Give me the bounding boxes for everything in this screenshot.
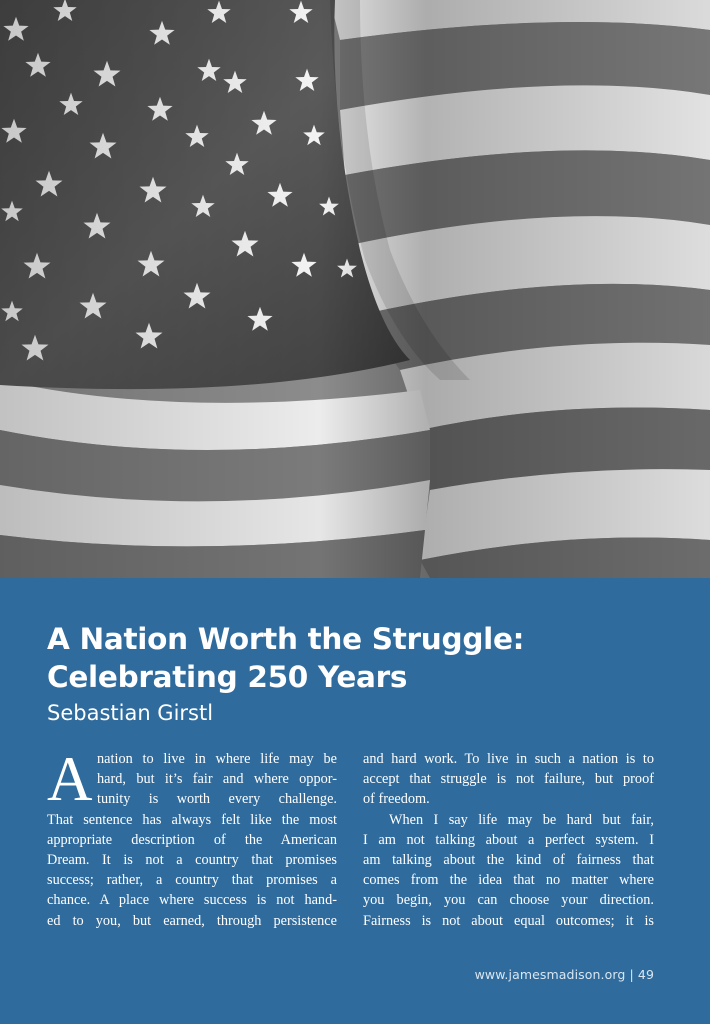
article-panel [0, 578, 710, 1024]
article-title [47, 620, 667, 696]
body-line: I am not talking about a perfect system. I [363, 831, 654, 848]
body-line: Dream. It is not a country that promises [47, 851, 337, 868]
body-line: accept that struggle is not failure, but proof [363, 771, 654, 788]
body-line: success; rather, a country that promises a [47, 872, 337, 889]
body-line: you begin, you can choose your direction. [363, 892, 654, 909]
body-line: Fairness is not about equal outcomes; it is [363, 912, 654, 929]
footer-site-link[interactable]: www.jamesmadison.org [474, 967, 626, 982]
body-line: That sentence has always felt like the most [47, 811, 337, 828]
body-line: tunity is worth every challenge. [97, 791, 337, 808]
footer-separator: | [629, 967, 634, 982]
article-column-1 [47, 744, 337, 931]
body-line: chance. A place where success is not hand- [47, 892, 337, 909]
body-line: nation to live in where life may be [97, 751, 337, 767]
drop-cap: A [47, 744, 93, 814]
body-line: hard, but it’s fair and where oppor- [97, 771, 337, 788]
title-line-2: Celebrating 250 Years [47, 660, 408, 694]
author-name: Sebastian Girstl [47, 701, 214, 725]
article-column-2 [363, 749, 654, 931]
body-line: am talking about the kind of fairness that [363, 851, 654, 868]
title-line-1: A Nation Worth the Struggle: [47, 622, 525, 656]
body-line: appropriate description of the American [47, 831, 337, 848]
page-footer [475, 967, 654, 982]
body-line: When I say life may be hard but fair, [389, 811, 654, 828]
body-line: comes from the idea that no matter where [363, 872, 654, 889]
body-line: of freedom. [363, 791, 430, 808]
page-number: 49 [637, 967, 654, 982]
body-line: ed to you, but earned, through persistence [47, 912, 337, 929]
body-line: and hard work. To live in such a nation is to [363, 751, 654, 767]
